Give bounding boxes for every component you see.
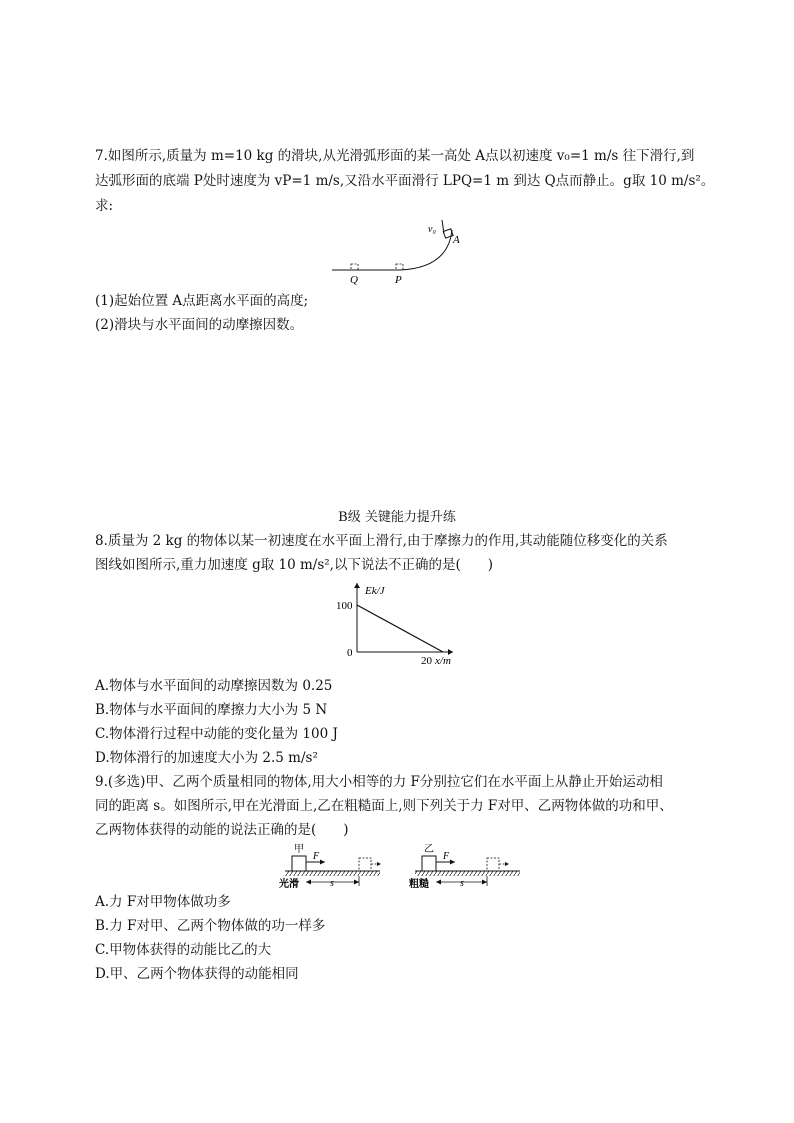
block-jia-label: 甲	[294, 844, 304, 855]
ek-x-chart	[335, 580, 465, 670]
q-position-block	[351, 264, 358, 270]
q-label: Q	[350, 274, 358, 286]
q8-option-c: C.物体滑行过程中动能的变化量为 100 J	[95, 726, 338, 742]
rough-label: 粗糙	[409, 879, 429, 890]
q9-figure	[275, 838, 530, 890]
block-jia	[292, 856, 306, 871]
q8-line-1: 8.质量为 2 kg 的物体以某一初速度在水平面上滑行,由于摩擦力的作用,其动能随位移变化的关系	[95, 533, 668, 549]
y-axis-label: Ek/J	[365, 585, 385, 597]
q9-option-c: C.甲物体获得的动能比乙的大	[95, 942, 272, 958]
p-position-block	[396, 264, 403, 270]
smooth-surface-setup	[279, 843, 381, 890]
q8-line-2: 图线如图所示,重力加速度 g取 10 m/s²,以下说法不正确的是( )	[95, 557, 493, 573]
distance-label-2: s	[460, 878, 464, 889]
q7-figure	[330, 218, 480, 288]
distance-label: s	[330, 878, 334, 889]
force-arrow	[320, 860, 325, 865]
q8-option-d: D.物体滑行的加速度大小为 2.5 m/s²	[95, 750, 318, 766]
block-yi	[422, 856, 436, 871]
q9-line-2: 同的距离 s。如图所示,甲在光滑面上,乙在粗糙面上,则下列关于力 F对甲、乙两物体做的功和甲、	[95, 798, 673, 814]
x-tick-20: 20	[421, 655, 432, 667]
y-tick-100: 100	[336, 600, 353, 612]
a-label: A	[453, 234, 460, 246]
q7-line-3: 求:	[95, 198, 114, 214]
q9-line-3: 乙两物体获得的动能的说法正确的是( )	[95, 822, 349, 838]
section-heading: B级 关键能力提升练	[338, 510, 456, 525]
q9-option-b: B.力 F对甲、乙两个物体做的功一样多	[95, 918, 326, 934]
q8-option-b: B.物体与水平面间的摩擦力大小为 5 N	[95, 702, 328, 718]
force-label-2: F	[443, 851, 450, 862]
q9-line-1: 9.(多选)甲、乙两个质量相同的物体,用大小相等的力 F分别拉它们在水平面上从静止开始运动相	[95, 774, 663, 790]
q7-line-2: 达弧形面的底端 P处时速度为 vP=1 m/s,又沿水平面滑行 LPQ=1 m 到达 Q点而静止。g取 10 m/s²。	[95, 173, 715, 189]
y-tick-0: 0	[347, 647, 353, 659]
v0-label: v₀	[428, 224, 436, 235]
block-yi-label: 乙	[424, 844, 434, 855]
force-label: F	[313, 851, 320, 862]
q9-option-d: D.甲、乙两个物体获得的动能相同	[95, 966, 299, 982]
rough-surface-setup	[409, 843, 520, 890]
q7-line-1: 7.如图所示,质量为 m=10 kg 的滑块,从光滑弧形面的某一高处 A点以初速度 v₀=1 m/s 往下滑行,到	[95, 148, 695, 164]
q7-sub1: (1)起始位置 A点距离水平面的高度;	[95, 293, 309, 309]
ek-line-series	[357, 605, 443, 652]
p-label: P	[395, 274, 402, 286]
smooth-label: 光滑	[279, 879, 299, 890]
q9-option-a: A.力 F对甲物体做功多	[95, 894, 231, 910]
x-axis-label: x/m	[435, 655, 451, 667]
y-axis-arrow	[354, 583, 360, 588]
q8-option-a: A.物体与水平面间的动摩擦因数为 0.25	[95, 678, 333, 694]
q7-sub2: (2)滑块与水平面间的动摩擦因数。	[95, 317, 304, 333]
